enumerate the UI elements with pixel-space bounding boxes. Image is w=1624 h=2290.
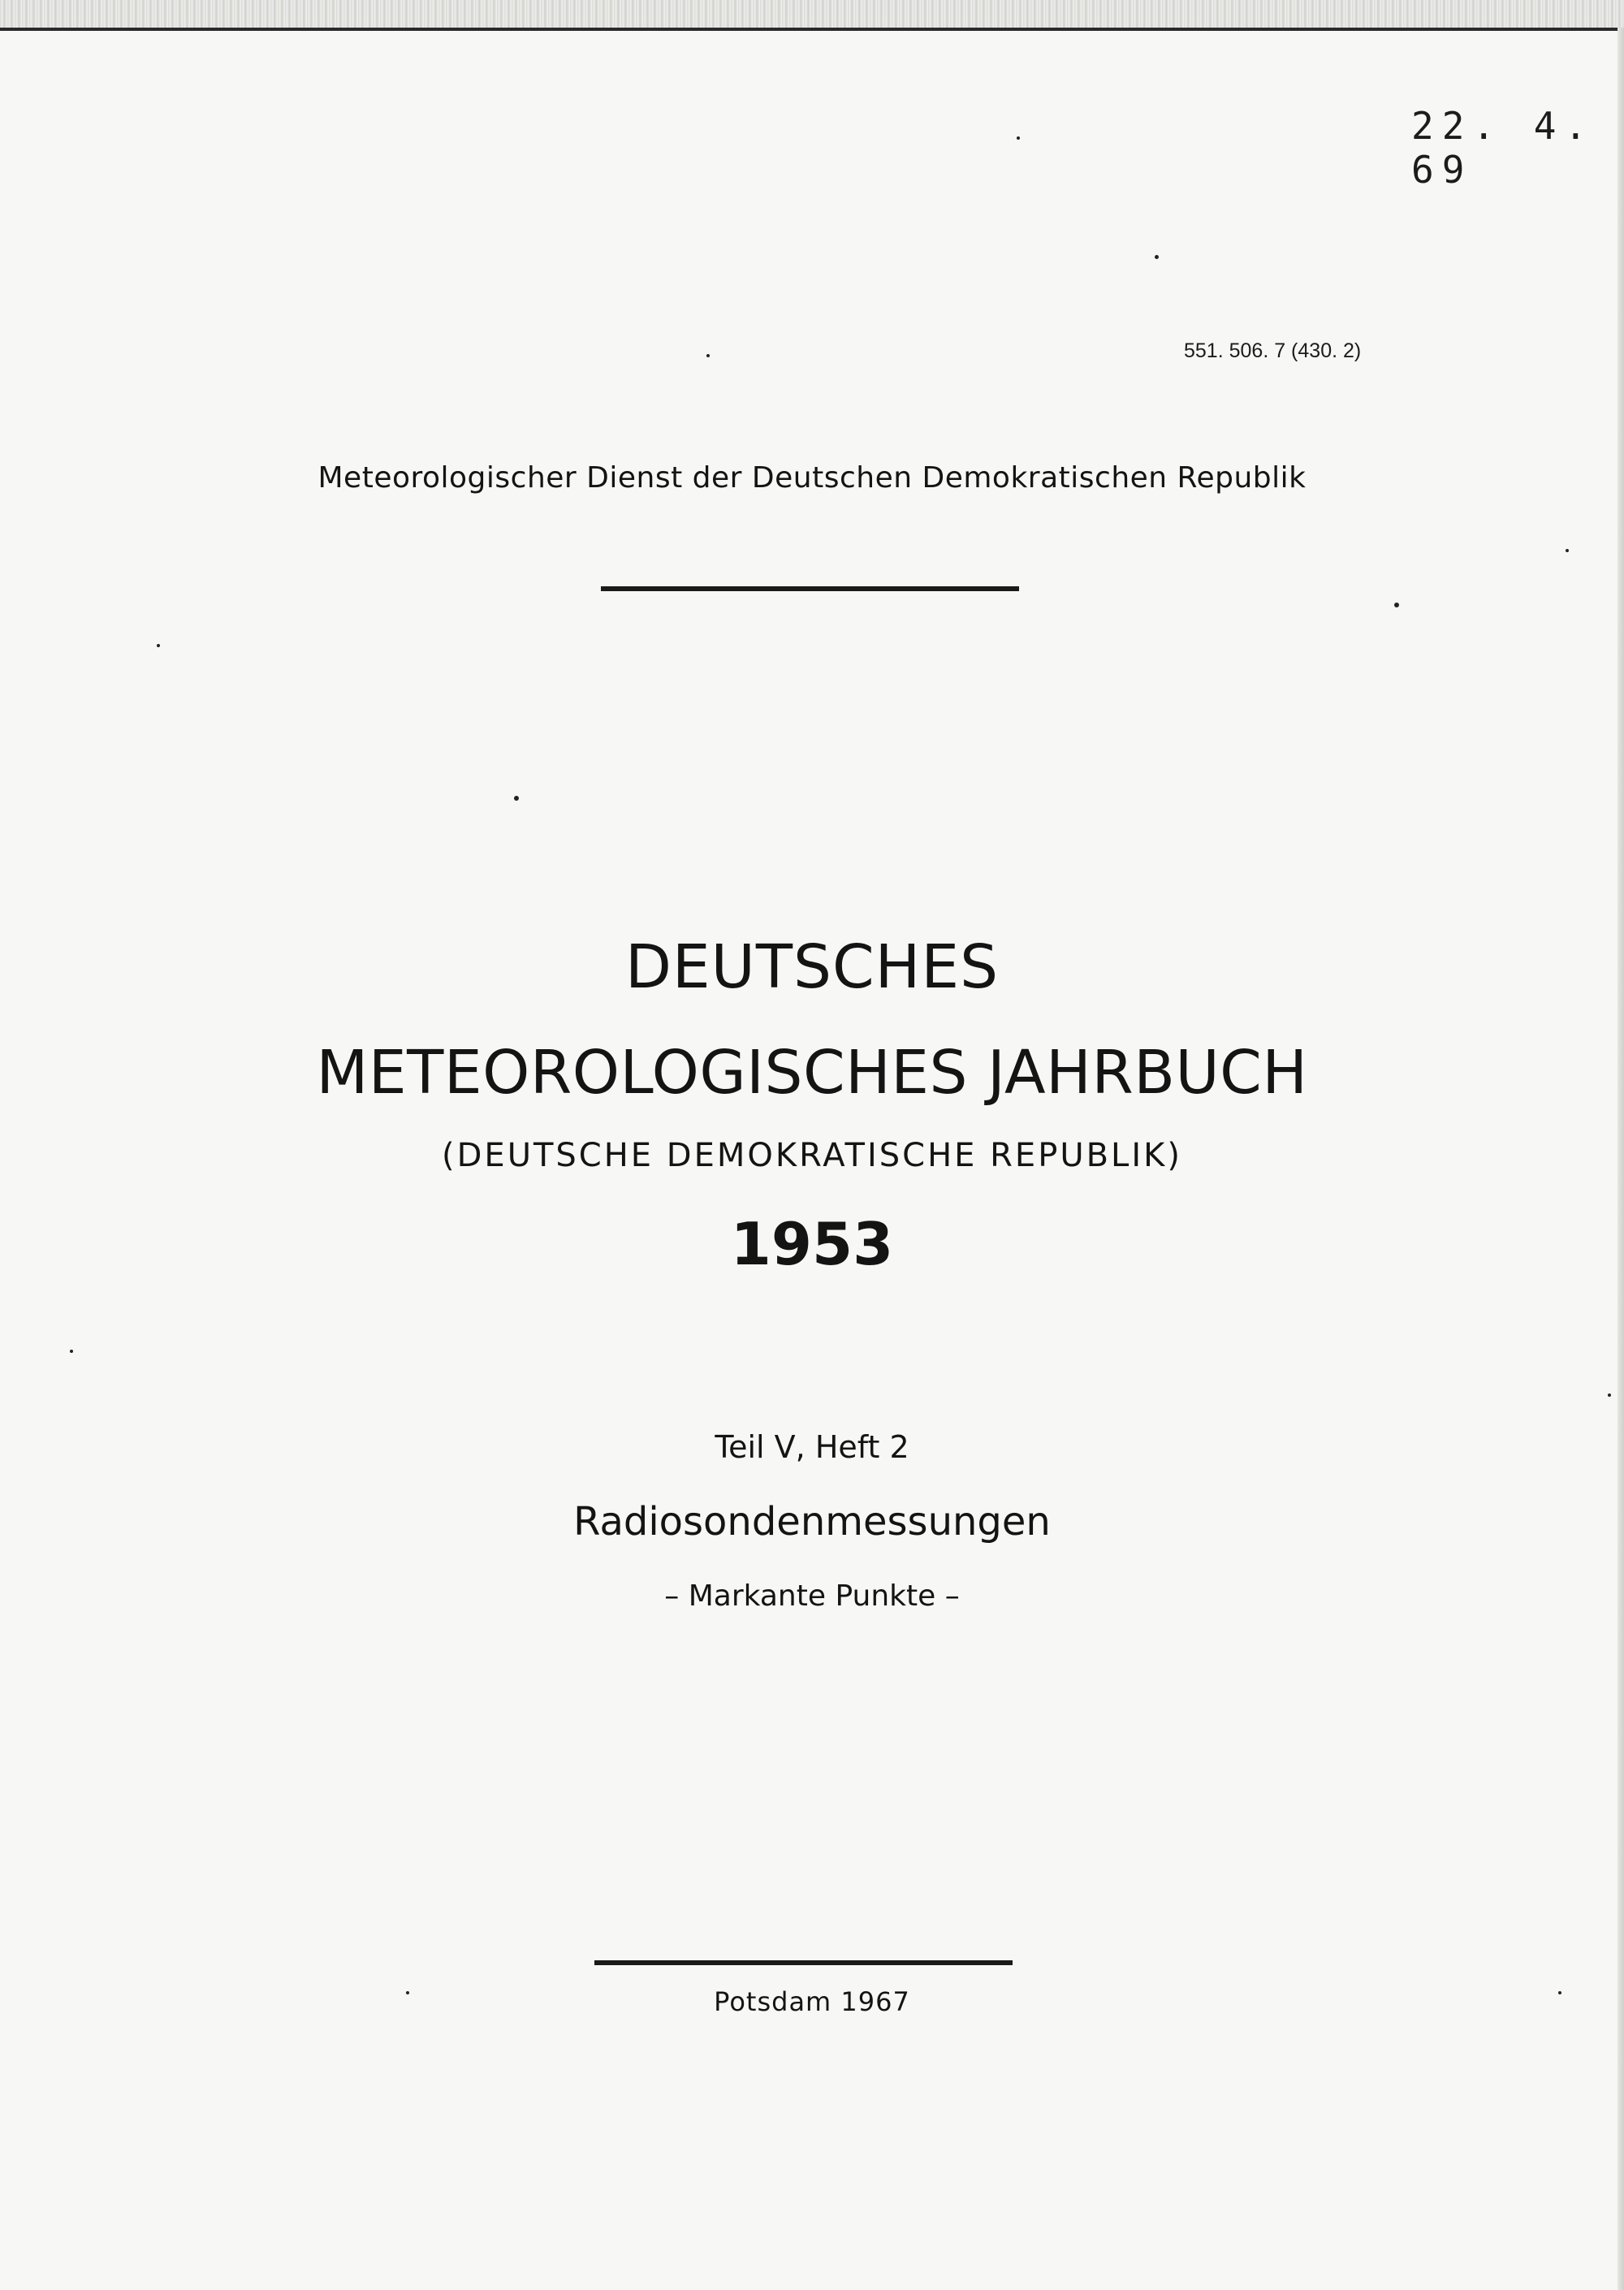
imprint-line: Potsdam 1967 — [714, 1986, 910, 2017]
title-line-2: METEOROLOGISCHES JAHRBUCH — [316, 1038, 1308, 1108]
bottom-divider — [594, 1960, 1013, 1965]
title-year: 1953 — [730, 1210, 894, 1278]
scan-speck — [70, 1350, 73, 1353]
section-heading: – Markante Punkte – — [664, 1579, 960, 1613]
scan-speck — [706, 354, 710, 357]
scan-speck — [1558, 1991, 1561, 1994]
date-stamp: 22. 4. 69 — [1411, 104, 1596, 192]
scan-speck — [157, 644, 160, 647]
scan-speck — [1394, 603, 1399, 607]
title-line-1: DEUTSCHES — [624, 932, 1000, 1002]
scan-speck — [514, 796, 519, 801]
scan-speck — [406, 1991, 409, 1994]
title-subtitle: (DEUTSCHE DEMOKRATISCHE REPUBLIK) — [442, 1137, 1182, 1174]
top-divider — [601, 586, 1019, 591]
scan-speck — [1608, 1393, 1611, 1397]
scan-speck — [1017, 136, 1020, 140]
classification-number: 551. 506. 7 (430. 2) — [1184, 339, 1362, 362]
scan-speck — [1155, 255, 1159, 259]
scan-speck — [1566, 549, 1569, 552]
part-heading: Teil V, Heft 2 — [715, 1429, 909, 1465]
publisher-line: Meteorologischer Dienst der Deutschen Demokratischen Republik — [317, 461, 1307, 495]
scan-edge — [0, 0, 1624, 31]
topic-heading: Radiosondenmessungen — [573, 1499, 1051, 1545]
